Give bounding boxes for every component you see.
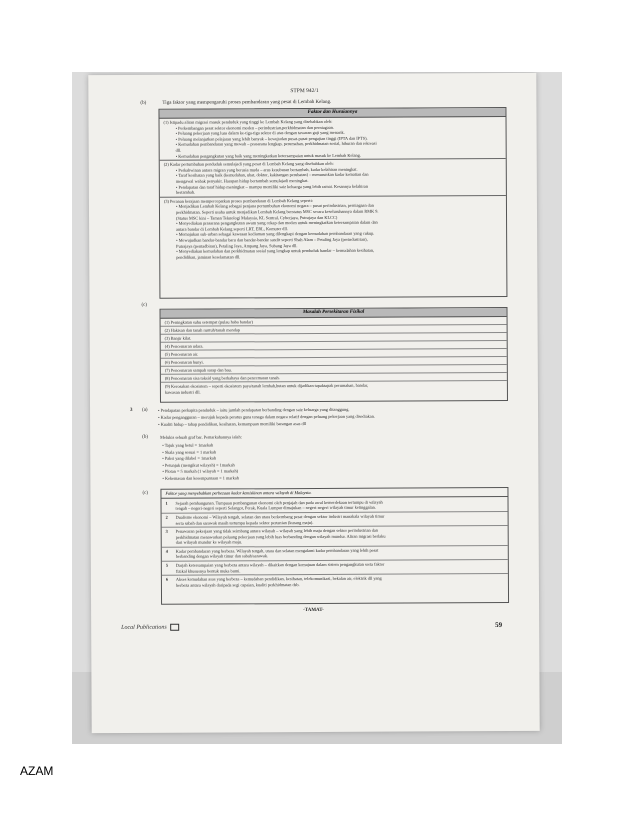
factor-line: pendidikan, jaminan keselamatan dll. (176, 254, 241, 260)
problem-item: (9) Kerosakan ekosistem – seperti ekosistem paya/tanah lembah,hutan untuk dijadikan tapaktapak perumahan, bandar, (164, 382, 369, 389)
factor-line: • Menjadikan Lembah Kelang sebagai penjana pertumbuhan ekonomi negara – pusat perindustrian, perniagaan dan (175, 203, 374, 210)
factor-table-header: Faktor dan Huraiannya (159, 108, 505, 119)
poverty-item-line: dari wilayah mundur ke wilayah maju. (175, 539, 243, 545)
problem-item: (6) Pencemaran bunyi. (164, 359, 204, 365)
problem-item: (7) Pencemaran sampah sarap dan bau. (164, 367, 232, 373)
q3b-point: • Kekemasan dan kesempurnaan = 1 markah (162, 474, 239, 481)
page-code: STPM 942/1 (290, 87, 319, 95)
factor-line: • Memajukan sub-urban sebagai kawasan kediaman yang dilengkapi dengan kemudahan pembandaran yang cukup. (176, 231, 375, 238)
problem-item: (2) Hakisan dan tanah runtuh/tanah mendap (164, 327, 240, 333)
part-c-marker: (c) (141, 302, 148, 308)
poverty-item-line: berbeza antara wilayah daripada segi capaian, kualiti perkhidmatan dsb. (175, 581, 300, 588)
q3c-marker: (c) (142, 490, 149, 496)
poverty-item-line: Akses kemudahan asas yang berbeza – kemudahan pendidikan, kesihatan, telekomunikasi, bekalan air, elektrik dll yang (175, 576, 382, 583)
poverty-item-line: Darjah ketersampaian yang berbeza antara wilayah – dikaitkan dengan kemajuan dalam sistem pengangkutan serta faktor (175, 561, 385, 568)
factor-line: • Menyediakan kemudahan dan perkhidmatan sosial yang lengkap untuk penduduk bandar – kemudahan kesihatan, (176, 247, 375, 254)
q3b-point: • Tajuk yang betul = 1markah (162, 442, 214, 448)
factor-line: mengawal wabak penyakit. Harapan hidup bertambah semulajadi meningkat. (175, 178, 309, 184)
poverty-item-number: 3 (165, 529, 168, 535)
poverty-item-line: Kadar pembandaran yang berbeza. Wilayah tengah, utara dan selatan mengalami kadar pembandaran yang lebih pesat (175, 547, 379, 554)
poverty-item-line: Dualisme ekonomi – Wilayah tengah, selatan dan utara berkembang pesat dengan sektor industri manakala wilayah timur (175, 513, 385, 520)
factor-line: • Perkembangan pesat sektor ekonomi moden – perindustrian,perkhidmatan dan perniagaan. (175, 124, 334, 131)
problem-row-divider (161, 340, 507, 343)
factor-line: dll. (175, 147, 182, 153)
tamat-label: -TAMAT- (303, 607, 324, 614)
q3-number: 3 (130, 407, 133, 413)
factor-line: • Mewujudkan bandar-bandar baru dan bandar-bandar satelit seperti Shah Alam – Petaling Jaya (perindustrian), (176, 236, 368, 243)
q3a-marker: (a) (142, 407, 148, 413)
factor-line: (3) Peranan kerajaan mempercepatkan proses pembandaran di Lembah Kelang seperti: (163, 197, 313, 204)
factor-line: • Kemudahan pembandaran yang mewah – prasarana lengkap, perumahan, perkhidmatan sosial, hiburan dan rekreasi (175, 141, 377, 148)
poverty-item-number: 6 (165, 577, 169, 583)
factor-line: (2) Kadar pertumbuhan penduduk semulajadi yang pesat di Lembah Kelang yang disebabkan oleh: (163, 161, 334, 167)
poverty-item-line: perkhidmatan menawarkan peluang pekerjaan yang lebih luas berbanding dengan wilayah mundur. Aliran migrasi berlaku (175, 533, 386, 540)
publisher-name: Local Publications (121, 624, 167, 631)
factor-line: • Taraf kesihatan yang baik (kemudahan, ubat, doktor, kakitangan perubatan) – menurunkan kadar kematian dan (175, 172, 369, 179)
problem-table-header: Masalah Persekitaran Fizikal (161, 308, 507, 319)
factor-line: antara bandar di Lembah Kelang seperti LRT, ERL, Komuter dll. (176, 225, 288, 232)
poverty-table-header: Faktor yang menyebabkan perbezaan kadar kemiskinan antara wilayah di Malaysia. (165, 490, 312, 496)
factor-line: • Peluang melanjutkan pelajaran yang lebih banyak – kewujudan pusat-pusat pengajian tinggi (IPTA dan IPTS). (175, 135, 368, 142)
factor-line: • Pendapatan dan taraf hidup meningkat – mampu memiliki saiz keluarga yang lebih ramai. Kesannya kelahiran (175, 183, 368, 190)
q3a-point: • Kadar pengangguran – merujuk kepada peratus guna tenaga dalam negara relatif dengan peluang pekerjaan yang disediakan. (158, 413, 375, 420)
part-b-marker: (b) (140, 100, 147, 106)
scanned-page-frame (72, 72, 562, 744)
part-b-intro: Tiga faktor yang mempengaruhi proses pembandaran yang pesat di Lembah Kelang. (162, 99, 332, 106)
poverty-item-line: serta sabah dan sarawak masih tertumpu kepada sektor pertanian (kurang maju). (175, 519, 314, 526)
poverty-item-number: 2 (165, 514, 168, 520)
problem-item: (4) Pencemaran udara. (164, 343, 204, 349)
poverty-item-line: Penawaran pekerjaan yang tidak seimbang antara wilayah – wilayah yang lebih maju dengan sektor perindustrian dan (175, 528, 378, 535)
problem-row-divider (161, 356, 507, 359)
q3a-point: • Pendapatan perkapita penduduk – iaitu jumlah pendapatan berbanding dengan saiz keluarga yang ditanggung. (158, 406, 350, 413)
factor-line: (1) Istipadu aliran migrasi masuk penduduk yang tinggi ke Lembah Kelang yang disebabkan oleh: (163, 118, 333, 125)
caption: AZAM (20, 764, 54, 778)
poverty-item-line: tengah – negeri-negeri seperti Selangor, Perak, Kuala Lumpur dimajukan – negeri-negeri wilayah timur ketinggalan. (175, 505, 376, 512)
factor-line: Putrajaya (pentadbiran), Petaling Jaya, Ampang Jaya, Subang Jaya dll. (176, 242, 298, 249)
problem-item: (5) Pencemaran air. (164, 351, 199, 357)
q3b-marker: (b) (142, 434, 149, 440)
problem-table (160, 307, 508, 403)
page-number: 59 (495, 621, 503, 630)
q3b-point: • Petunjuk (mengikut wilayah) = 1markah (162, 461, 235, 468)
q3a-point: • Kualiti hidup – tahap pendidikan, kesihatan, kemampuan memiliki barangan asas dll (158, 421, 307, 427)
publisher-label (121, 624, 179, 631)
factor-line: • Peluang pekerjaan yang luas dalam ke-tiga-tiga sektor di atas dengan tawaran gaji yang menarik. (175, 130, 345, 136)
problem-row-divider (161, 348, 507, 351)
factor-line: bertambah. (175, 189, 196, 195)
q3b-point: • Skala yang sesuai = 1 markah (162, 449, 217, 455)
q3b-intro: Melukis sebuah graf bar. Pemarkahannya ialah: (160, 434, 242, 440)
problem-item: (8) Pencemaran sisa toksid yang berbahaya dan pencemaran tanah. (164, 375, 280, 381)
factor-section-divider (160, 195, 506, 198)
poverty-item-number: 5 (165, 562, 169, 568)
document-page (88, 73, 539, 733)
poverty-item-line: fizikal khususnya bentuk muka bumi. (175, 567, 241, 574)
problem-item: (3) Banjir kilat. (164, 335, 192, 341)
q3b-point: • Plotan = 5 markah (1 wilayah = 1 markah) (162, 468, 239, 474)
poverty-item-line: berbanding dengan wilayah timur dan sabah/sarawak. (175, 553, 269, 560)
factor-line: perkhidmatan. Seperti usaha untuk menjadikan Lembah Kelang berstatus MSC secara keseluruhannya dalam RMK 9. (175, 208, 379, 215)
factor-line: • Perkahwinan antara migran yang berusia muda – arus kesuburan bertambah, kadar kelahiran meningkat. (175, 166, 358, 173)
factor-line: (Status MSC kini – Taman Teknologi Malaysia, KL Sentral, Cyberjaya, Putrajaya dan KLCC) (176, 214, 338, 221)
poverty-table (160, 487, 509, 605)
factor-table (158, 107, 507, 299)
poverty-item-line: Sejarah pembangunan. Tumpuan pembangunan ekonomi oleh penjajah dan pada awal kemerdekaan tertumpu di wilayah (175, 499, 383, 506)
q3b-point: • Paksi yang dilabel = 1markah (162, 455, 217, 461)
poverty-item-number: 1 (165, 500, 168, 506)
publisher-logo-icon (170, 624, 179, 631)
factor-line: • Kemudahan pengangkutan yang baik yang meningkatkan ketersampaian untuk masuk ke Lembah Kelang. (175, 152, 361, 159)
factor-line: • Menyediakan prasarana pengangkutan awam yang cekap dan moden untuk meningkatkan ketersampaian dalam dan (176, 219, 378, 226)
poverty-item-number: 4 (165, 548, 168, 554)
problem-item: (1) Peningkatan suhu setempat (pulau haba bandar) (164, 319, 253, 325)
problem-item: kawasan industri dll. (164, 389, 201, 395)
